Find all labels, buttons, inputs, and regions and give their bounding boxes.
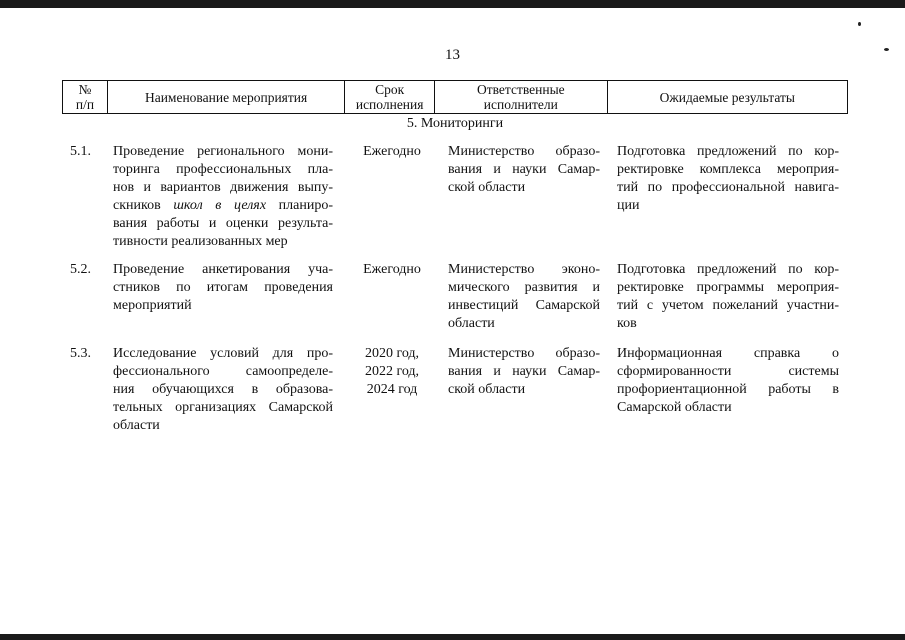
row-responsible-line: Министерство образо- xyxy=(448,346,600,361)
row-name xyxy=(113,143,333,251)
row-term xyxy=(352,261,432,279)
row-term-line: 2024 год xyxy=(366,382,418,397)
row-responsible-line: мического развития и xyxy=(448,280,600,295)
table-header xyxy=(62,80,848,114)
row-name-line: тельных организациях Самарской xyxy=(113,400,333,415)
row-name-line-italic xyxy=(113,197,333,215)
row-result-line: Подготовка предложений по кор- xyxy=(617,262,839,277)
row-term-line: 2020 год, xyxy=(364,346,420,361)
header-responsible xyxy=(435,81,608,113)
row-result xyxy=(617,143,839,215)
row-responsible-line: ской области xyxy=(448,382,526,397)
header-responsible-line: Ответственные xyxy=(476,82,565,97)
row-name-line: вания работы и оценки результа- xyxy=(113,216,333,231)
row-number: 5.3. xyxy=(70,346,91,361)
header-responsible-line: исполнители xyxy=(483,97,558,112)
row-name-line: области xyxy=(113,418,160,433)
row-responsible-line: вания и науки Самар- xyxy=(448,364,600,379)
row-name-line: стников по итогам проведения xyxy=(113,280,333,295)
row-result-line: ков xyxy=(617,316,637,331)
scan-speck xyxy=(858,22,861,26)
header-num xyxy=(63,81,108,113)
row-result xyxy=(617,261,839,333)
row-number: 5.2. xyxy=(70,262,91,277)
row-name-word: планиро- xyxy=(278,198,333,213)
section-title: 5. Мониторинги xyxy=(406,116,504,131)
row-term-line: Ежегодно xyxy=(363,144,421,159)
row-responsible-line: Министерство образо- xyxy=(448,144,600,159)
page-number: 13 xyxy=(445,47,460,63)
row-name-line: мероприятий xyxy=(113,298,192,313)
row-responsible-line: вания и науки Самар- xyxy=(448,162,600,177)
row-result-line: Информационная справка о xyxy=(617,346,839,361)
row-name xyxy=(113,261,333,315)
row-name-line: тивности реализованных мер xyxy=(113,234,288,249)
row-term-line: Ежегодно xyxy=(363,262,421,277)
row-name-line: Проведение анкетирования уча- xyxy=(113,262,333,277)
row-result-line: тий по профессиональной навига- xyxy=(617,180,839,195)
row-name-line: ния обучающихся в образова- xyxy=(113,382,333,397)
row-responsible-line: области xyxy=(448,316,495,331)
header-num-line: п/п xyxy=(75,97,95,112)
row-term xyxy=(352,345,432,399)
row-term xyxy=(352,143,432,161)
scan-bottom-border xyxy=(0,634,905,640)
row-responsible xyxy=(448,143,600,197)
row-result-line: ции xyxy=(617,198,640,213)
row-result-line: ректировке программы мероприя- xyxy=(617,280,839,295)
row-result-line: профориентационной работы в xyxy=(617,382,839,397)
row-result-line: сформированности системы xyxy=(617,364,839,379)
row-result xyxy=(617,345,839,417)
header-term-line: исполнения xyxy=(355,97,424,112)
row-name xyxy=(113,345,333,435)
header-num-line: № xyxy=(78,82,92,97)
row-name-line: нов и вариантов движения выпу- xyxy=(113,180,333,195)
row-responsible-line: инвестиций Самарской xyxy=(448,298,600,313)
row-name-word: скников xyxy=(113,198,161,213)
header-term-line: Срок xyxy=(375,82,405,97)
row-result-line: ректировке комплекса мероприя- xyxy=(617,162,839,177)
row-number: 5.1. xyxy=(70,144,91,159)
row-result-line: тий с учетом пожеланий участни- xyxy=(617,298,839,313)
scan-top-border xyxy=(0,0,905,8)
header-term xyxy=(345,81,435,113)
row-responsible xyxy=(448,345,600,399)
header-name: Наименование мероприятия xyxy=(108,81,345,113)
row-term-line: 2022 год, xyxy=(364,364,420,379)
row-name-line: Исследование условий для про- xyxy=(113,346,333,361)
header-results: Ожидаемые результаты xyxy=(659,89,795,105)
row-result-line: Подготовка предложений по кор- xyxy=(617,144,839,159)
row-name-italic-fragment: школ в целях xyxy=(173,198,267,213)
row-responsible-line: Министерство эконо- xyxy=(448,262,600,277)
row-name-line: фессионального самоопределе- xyxy=(113,364,333,379)
row-result-line: Самарской области xyxy=(617,400,732,415)
row-responsible-line: ской области xyxy=(448,180,526,195)
row-name-line: торинга профессиональных пла- xyxy=(113,162,333,177)
row-responsible xyxy=(448,261,600,333)
row-name-line: Проведение регионального мони- xyxy=(113,144,333,159)
